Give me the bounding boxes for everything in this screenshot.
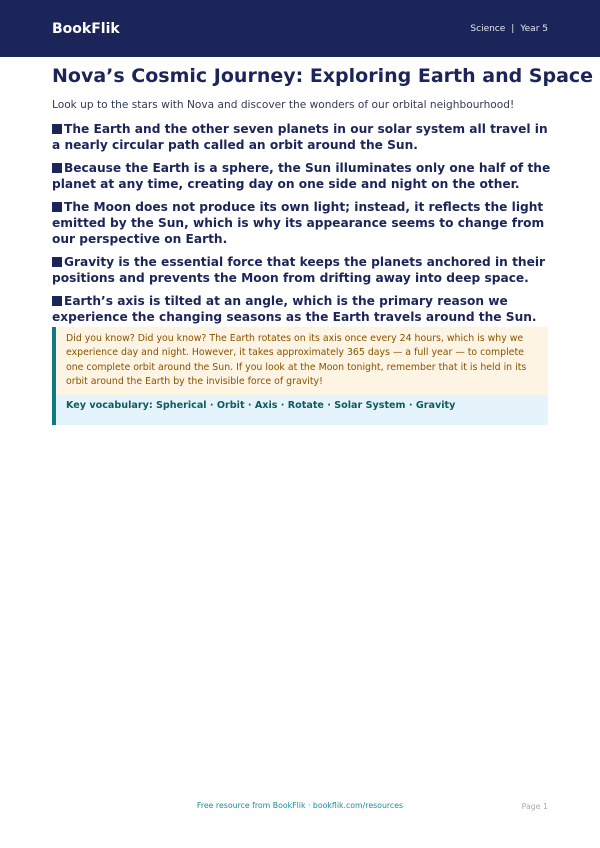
bullet-square-icon <box>52 296 62 306</box>
intro-text: Look up to the stars with Nova and discover the wonders of our orbital neighbourhood! <box>52 99 515 111</box>
key-point <box>52 254 552 286</box>
page-number: Page 1 <box>521 802 548 811</box>
footer-link[interactable]: Free resource from BookFlik · bookflik.com/resources <box>196 801 404 810</box>
fact-callout <box>52 327 548 425</box>
bullet-square-icon <box>52 202 62 212</box>
brand-logo[interactable]: BookFlik <box>52 20 120 37</box>
key-point-text: Because the Earth is a sphere, the Sun illuminates only one half of the planet at any time, creating day on one side and night on the other. <box>52 161 551 191</box>
bullet-square-icon <box>52 257 62 267</box>
bullet-square-icon <box>52 163 62 173</box>
key-point-text: The Moon does not produce its own light; instead, it reflects the light emitted by the Sun, which is why its appearance seems to change from our perspective on Earth. <box>52 200 545 246</box>
key-point-text: Earth’s axis is tilted at an angle, which is the primary reason we experience the changing seasons as the Earth travels around the Sun. <box>52 294 537 324</box>
key-point <box>52 293 552 325</box>
meta-separator: | <box>511 23 515 34</box>
page-title: Nova’s Cosmic Journey: Exploring Earth and Space <box>52 65 594 87</box>
did-you-know-box: Did you know? Did you know? The Earth rotates on its axis once every 24 hours, which is why we experience day and night. However, it takes approximately 365 days — a full year — to complete one complete orbit around the Sun. If you look at the Moon tonight, remember that it is held in its orbit around the Earth by the invisible force of gravity! <box>56 327 548 395</box>
key-point-text: Gravity is the essential force that keeps the planets anchored in their positions and prevents the Moon from drifting away into deep space. <box>52 255 546 285</box>
key-points-list <box>52 121 552 332</box>
key-point-text: The Earth and the other seven planets in our solar system all travel in a nearly circular path called an orbit around the Sun. <box>52 122 548 152</box>
bullet-square-icon <box>52 124 62 134</box>
year-label: Year 5 <box>520 23 548 34</box>
header-meta <box>470 24 548 34</box>
vocabulary-box: Key vocabulary: Spherical · Orbit · Axis · Rotate · Solar System · Gravity <box>56 395 548 425</box>
header-bar <box>0 0 600 57</box>
key-point <box>52 199 552 247</box>
key-point <box>52 121 552 153</box>
subject-label: Science <box>470 23 506 34</box>
key-point <box>52 160 552 192</box>
